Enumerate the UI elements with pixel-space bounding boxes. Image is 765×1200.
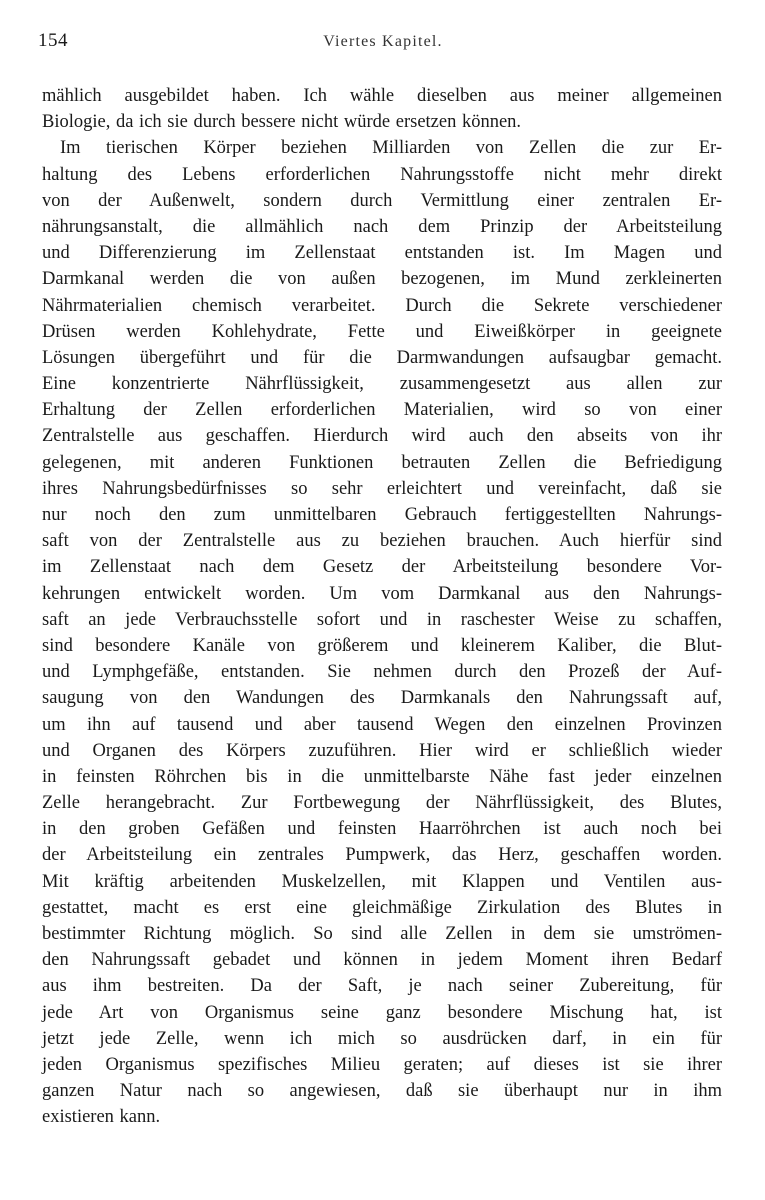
text-line: in feinsten Röhrchen bis in die unmittelbarste Nähe fast jeder einzelnen <box>42 766 722 787</box>
text-line: nur noch den zum unmittelbaren Gebrauch fertiggestellten Nahrungs- <box>42 505 722 525</box>
page-number: 154 <box>38 30 68 51</box>
text-line: haltung des Lebens erforderlichen Nahrungsstoffe nicht mehr direkt <box>42 164 722 185</box>
text-line: Mit kräftig arbeitenden Muskelzellen, mit Klappen und Ventilen aus- <box>42 871 722 892</box>
text-line: saft von der Zentralstelle aus zu beziehen brauchen. Auch hierfür sind <box>42 531 722 552</box>
text-line: Zelle herangebracht. Zur Fortbewegung der Nährflüssigkeit, des Blutes, <box>42 793 722 814</box>
text-line: jetzt jede Zelle, wenn ich mich so ausdrücken darf, in ein für <box>42 1028 722 1049</box>
text-line: in den groben Gefäßen und feinsten Haarröhrchen ist auch noch bei <box>42 819 722 840</box>
text-line: existieren kann. <box>42 1107 161 1128</box>
text-line: Darmkanal werden die von außen bezogenen, im Mund zerkleinerten <box>42 269 722 290</box>
text-line: ganzen Natur nach so angewiesen, daß sie überhaupt nur in ihm <box>42 1081 722 1102</box>
text-line: mählich ausgebildet haben. Ich wähle dieselben aus meiner allgemeinen <box>42 86 722 106</box>
text-line: und Lymphgefäße, entstanden. Sie nehmen durch den Prozeß der Auf- <box>42 662 722 683</box>
text-line: jede Art von Organismus seine ganz besondere Mischung hat, ist <box>42 1002 722 1023</box>
text-line: der Arbeitsteilung ein zentrales Pumpwerk, das Herz, geschaffen worden. <box>42 845 722 866</box>
text-line: Im tierischen Körper beziehen Milliarden von Zellen die zur Er- <box>60 138 722 159</box>
text-line: Nährmaterialien chemisch verarbeitet. Durch die Sekrete verschiedener <box>42 295 722 316</box>
text-line: sind besondere Kanäle von größerem und kleinerem Kaliber, die Blut- <box>42 635 722 656</box>
text-line: saft an jede Verbrauchsstelle sofort und in raschester Weise zu schaffen, <box>42 609 722 630</box>
text-line: im Zellenstaat nach dem Gesetz der Arbeitsteilung besondere Vor- <box>42 557 722 578</box>
text-line: jeden Organismus spezifisches Milieu geraten; auf dieses ist sie ihrer <box>42 1054 722 1075</box>
text-line: Lösungen übergeführt und für die Darmwandungen aufsaugbar gemacht. <box>42 347 722 368</box>
text-line: aus ihm bestreiten. Da der Saft, je nach seiner Zubereitung, für <box>42 976 722 997</box>
text-line: nährungsanstalt, die allmählich nach dem Prinzip der Arbeitsteilung <box>42 216 722 237</box>
text-line: saugung von den Wandungen des Darmkanals den Nahrungssaft auf, <box>42 688 722 709</box>
body-text <box>42 83 722 1131</box>
text-line: Biologie, da ich sie durch bessere nicht würde ersetzen können. <box>42 112 522 133</box>
text-line: Zentralstelle aus geschaffen. Hierdurch wird auch den abseits von ihr <box>42 426 722 447</box>
text-line: um ihn auf tausend und aber tausend Wegen den einzelnen Provinzen <box>42 714 722 735</box>
text-line: gelegenen, mit anderen Funktionen betrauten Zellen die Befriedigung <box>42 452 722 473</box>
text-line: und Organen des Körpers zuzuführen. Hier wird er schließlich wieder <box>42 740 722 761</box>
text-line: den Nahrungssaft gebadet und können in jedem Moment ihren Bedarf <box>42 950 722 971</box>
text-line: gestattet, macht es erst eine gleichmäßige Zirkulation des Blutes in <box>42 897 722 918</box>
text-line: Eine konzentrierte Nährflüssigkeit, zusammengesetzt aus allen zur <box>42 374 722 395</box>
text-line: von der Außenwelt, sondern durch Vermittlung einer zentralen Er- <box>42 190 722 211</box>
text-line: Erhaltung der Zellen erforderlichen Materialien, wird so von einer <box>42 400 722 421</box>
text-line: bestimmter Richtung möglich. So sind alle Zellen in dem sie umströmen- <box>42 924 722 944</box>
page-header <box>38 30 728 64</box>
text-line: ihres Nahrungsbedürfnisses so sehr erleichtert und vereinfacht, daß sie <box>42 478 722 499</box>
text-line: Drüsen werden Kohlehydrate, Fette und Eiweißkörper in geeignete <box>42 321 722 342</box>
running-head: Viertes Kapitel. <box>323 33 443 50</box>
text-line: kehrungen entwickelt worden. Um vom Darmkanal aus den Nahrungs- <box>42 583 722 604</box>
text-line: und Differenzierung im Zellenstaat entstanden ist. Im Magen und <box>42 243 722 264</box>
